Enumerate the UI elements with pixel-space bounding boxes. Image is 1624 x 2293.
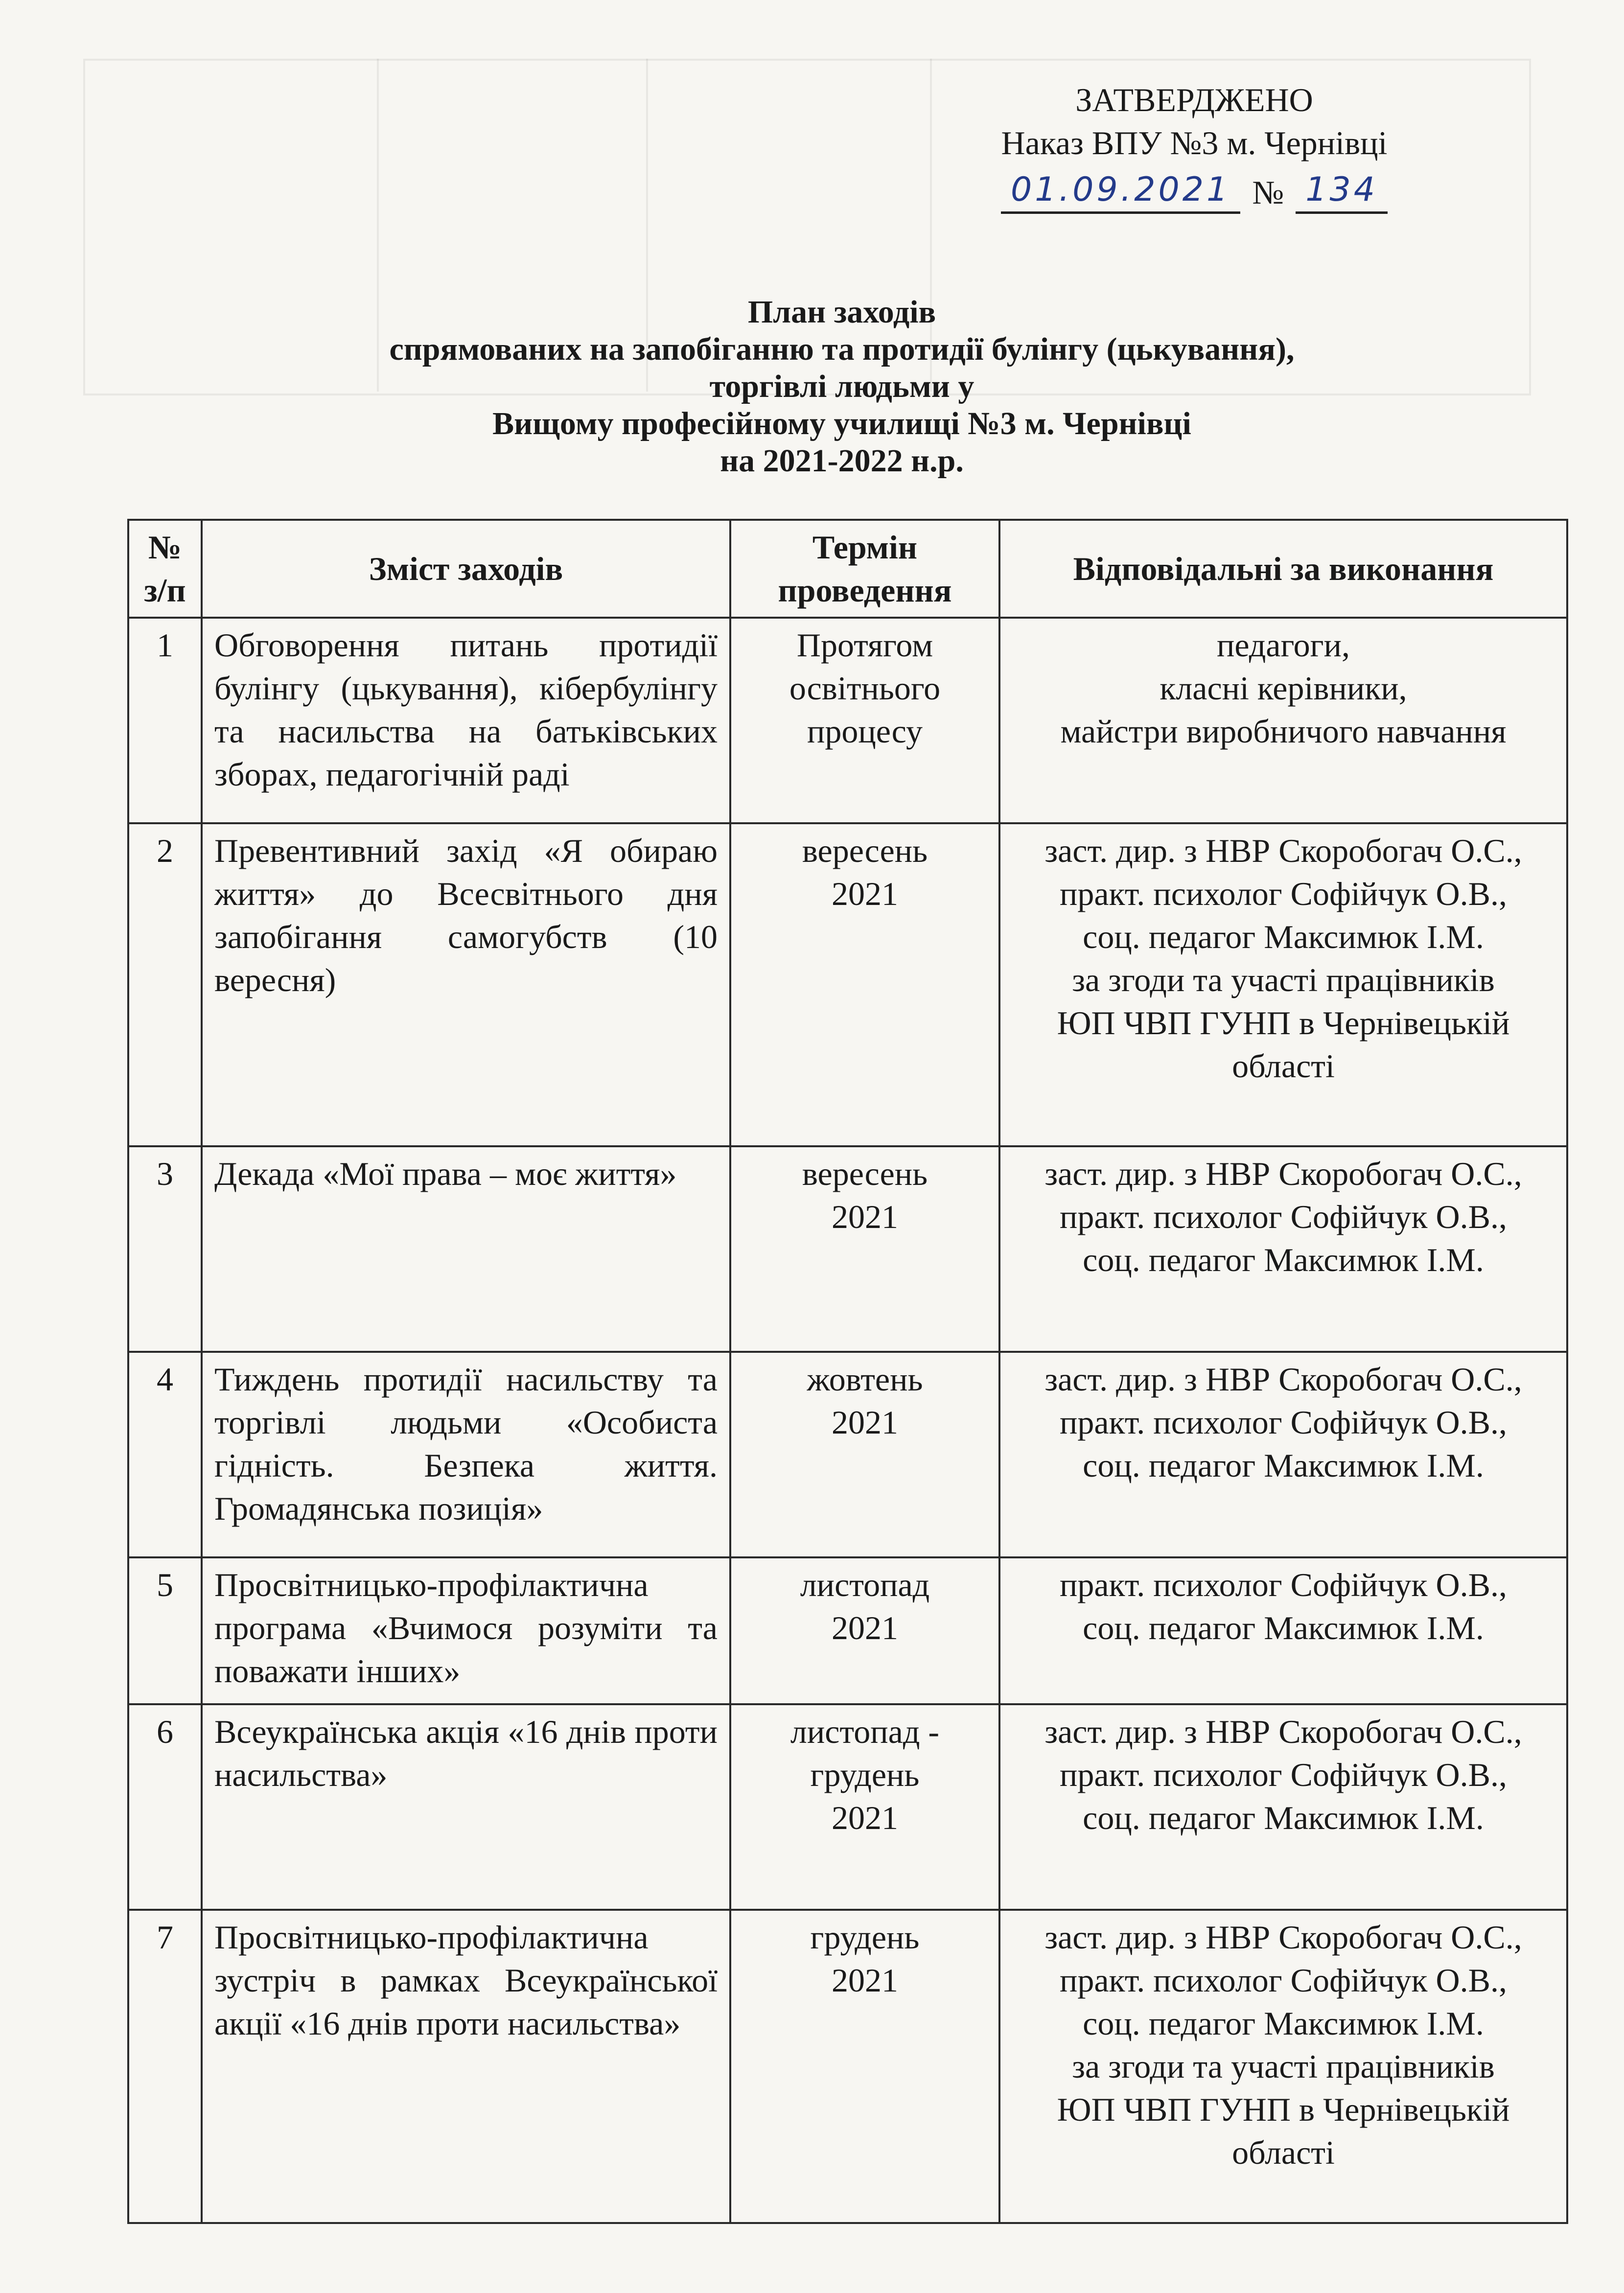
term-line: процесу bbox=[807, 713, 923, 750]
responsible-line: майстри виробничого навчання bbox=[1060, 713, 1507, 750]
row-number: 5 bbox=[128, 1557, 202, 1704]
row-responsible bbox=[999, 1146, 1567, 1352]
responsible-line: заст. дир. з НВР Скоробогач О.С., bbox=[1044, 1713, 1522, 1750]
row-number: 6 bbox=[128, 1704, 202, 1910]
term-line: жовтень bbox=[807, 1361, 923, 1398]
responsible-line: практ. психолог Софійчук О.В., bbox=[1059, 1198, 1507, 1235]
header-number: № з/п bbox=[128, 520, 202, 618]
term-line: 2021 bbox=[832, 1799, 898, 1836]
header-term: Термін проведення bbox=[730, 520, 999, 618]
row-number: 7 bbox=[128, 1910, 202, 2223]
responsible-line: ЮП ЧВП ГУНП в Чернівецькій bbox=[1057, 1004, 1510, 1042]
term-line: листопад - bbox=[790, 1713, 940, 1750]
row-responsible bbox=[999, 823, 1567, 1146]
approval-number: 134 bbox=[1296, 168, 1388, 214]
responsible-line: ЮП ЧВП ГУНП в Чернівецькій bbox=[1057, 2091, 1510, 2128]
approval-order-row bbox=[959, 168, 1429, 214]
row-term bbox=[730, 1557, 999, 1704]
responsible-line: соц. педагог Максимюк І.М. bbox=[1083, 1447, 1484, 1484]
responsible-line: практ. психолог Софійчук О.В., bbox=[1059, 1962, 1507, 1999]
term-line: грудень bbox=[810, 1756, 920, 1793]
row-responsible bbox=[999, 1910, 1567, 2223]
approval-block bbox=[959, 78, 1429, 214]
row-responsible bbox=[999, 1352, 1567, 1557]
table-row bbox=[128, 618, 1567, 823]
row-number: 4 bbox=[128, 1352, 202, 1557]
term-line: 2021 bbox=[832, 1962, 898, 1999]
document-title bbox=[137, 294, 1547, 480]
row-responsible bbox=[999, 1704, 1567, 1910]
responsible-line: заст. дир. з НВР Скоробогач О.С., bbox=[1044, 1155, 1522, 1192]
row-content: Превентивний захід «Я обираю життя» до Всесвітнього дня запобігання самогубств (10 вересня) bbox=[202, 823, 730, 1146]
table-row bbox=[128, 1910, 1567, 2223]
row-term bbox=[730, 1352, 999, 1557]
approval-number-label: № bbox=[1252, 174, 1284, 211]
row-term bbox=[730, 1910, 999, 2223]
row-content: Просвітницько-профілактична зустріч в рамках Всеукраїнської акції «16 днів проти насильства» bbox=[202, 1910, 730, 2223]
term-line: вересень bbox=[802, 1155, 928, 1192]
term-line: листопад bbox=[800, 1566, 930, 1603]
row-content: Обговорення питань протидії булінгу (цькування), кібербулінгу та насильства на батьківських зборах, педагогічній раді bbox=[202, 618, 730, 823]
responsible-line: практ. психолог Софійчук О.В., bbox=[1059, 1756, 1507, 1793]
term-line: 2021 bbox=[832, 1609, 898, 1646]
term-line: освітнього bbox=[789, 670, 941, 707]
title-line: на 2021-2022 н.р. bbox=[720, 443, 964, 479]
row-responsible bbox=[999, 618, 1567, 823]
title-line: План заходів bbox=[747, 294, 936, 330]
responsible-line: соц. педагог Максимюк І.М. bbox=[1083, 1799, 1484, 1836]
responsible-line: заст. дир. з НВР Скоробогач О.С., bbox=[1044, 1919, 1522, 1956]
title-line: Вищому професійному училищі №3 м. Чернівці bbox=[492, 406, 1191, 441]
title-line: спрямованих на запобіганню та протидії булінгу (цькування), bbox=[389, 331, 1295, 367]
approval-heading: ЗАТВЕРДЖЕНО bbox=[1075, 81, 1313, 118]
row-content: Просвітницько-профілактична програма «Вчимося розуміти та поважати інших» bbox=[202, 1557, 730, 1704]
table-row bbox=[128, 1352, 1567, 1557]
responsible-line: області bbox=[1232, 1047, 1335, 1085]
responsible-line: практ. психолог Софійчук О.В., bbox=[1059, 1404, 1507, 1441]
responsible-line: за згоди та участі працівників bbox=[1072, 2048, 1495, 2085]
responsible-line: за згоди та участі працівників bbox=[1072, 961, 1495, 998]
responsible-line: соц. педагог Максимюк І.М. bbox=[1083, 1241, 1484, 1278]
responsible-line: класні керівники, bbox=[1160, 670, 1407, 707]
row-term bbox=[730, 1704, 999, 1910]
row-term bbox=[730, 618, 999, 823]
approval-order: Наказ ВПУ №3 м. Чернівці bbox=[1001, 124, 1388, 162]
responsible-line: соц. педагог Максимюк І.М. bbox=[1083, 1609, 1484, 1646]
row-term bbox=[730, 1146, 999, 1352]
row-content: Тиждень протидії насильству та торгівлі людьми «Особиста гідність. Безпека життя. Громадянська позиція» bbox=[202, 1352, 730, 1557]
table-row bbox=[128, 1557, 1567, 1704]
responsible-line: практ. психолог Софійчук О.В., bbox=[1059, 1566, 1507, 1603]
header-content: Зміст заходів bbox=[202, 520, 730, 618]
term-line: 2021 bbox=[832, 1404, 898, 1441]
row-content: Декада «Мої права – моє життя» bbox=[202, 1146, 730, 1352]
row-number: 2 bbox=[128, 823, 202, 1146]
table-body bbox=[128, 618, 1567, 2223]
term-line: Протягом bbox=[796, 626, 933, 664]
responsible-line: області bbox=[1232, 2134, 1335, 2171]
responsible-line: заст. дир. з НВР Скоробогач О.С., bbox=[1044, 832, 1522, 869]
table-row bbox=[128, 1146, 1567, 1352]
table-row bbox=[128, 823, 1567, 1146]
row-number: 3 bbox=[128, 1146, 202, 1352]
responsible-line: практ. психолог Софійчук О.В., bbox=[1059, 875, 1507, 912]
title-line: торгівлі людьми у bbox=[709, 369, 974, 404]
row-term bbox=[730, 823, 999, 1146]
term-line: грудень bbox=[810, 1919, 920, 1956]
row-content: Всеукраїнська акція «16 днів проти насильства» bbox=[202, 1704, 730, 1910]
term-line: вересень bbox=[802, 832, 928, 869]
responsible-line: соц. педагог Максимюк І.М. bbox=[1083, 2005, 1484, 2042]
row-number: 1 bbox=[128, 618, 202, 823]
term-line: 2021 bbox=[832, 1198, 898, 1235]
responsible-line: педагоги, bbox=[1217, 626, 1350, 664]
table-header-row bbox=[128, 520, 1567, 618]
header-responsible: Відповідальні за виконання bbox=[999, 520, 1567, 618]
plan-table bbox=[127, 519, 1568, 2224]
row-responsible bbox=[999, 1557, 1567, 1704]
responsible-line: соц. педагог Максимюк І.М. bbox=[1083, 918, 1484, 955]
table-row bbox=[128, 1704, 1567, 1910]
term-line: 2021 bbox=[832, 875, 898, 912]
approval-date: 01.09.2021 bbox=[1001, 168, 1240, 214]
responsible-line: заст. дир. з НВР Скоробогач О.С., bbox=[1044, 1361, 1522, 1398]
